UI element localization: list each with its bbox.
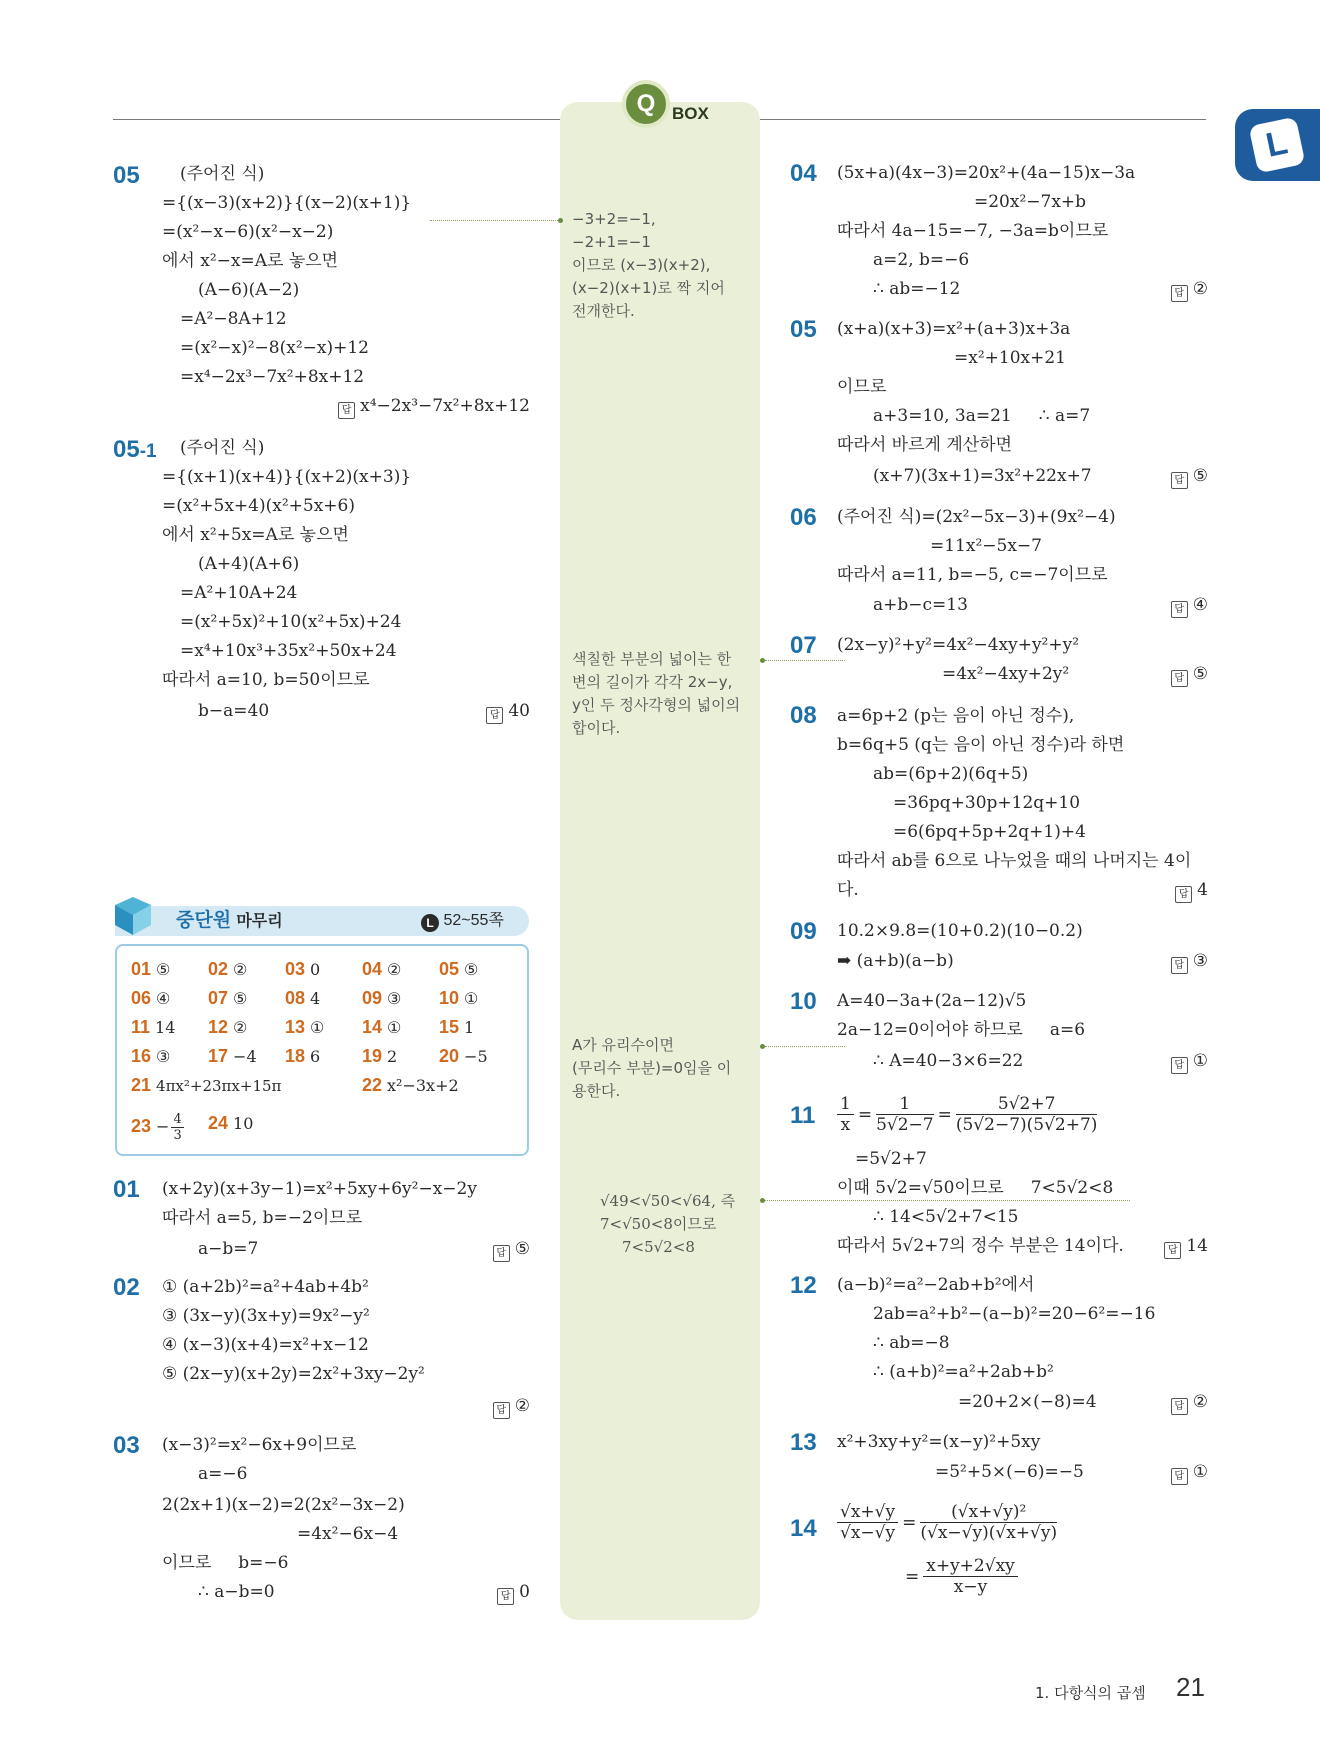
solution-line: 따라서 a=11, b=−5, c=−7이므로 xyxy=(837,565,1108,585)
solution-line: 에서 x²−x=A로 놓으면 xyxy=(162,251,339,271)
answer: 답 0 xyxy=(497,1581,530,1605)
solution-line: =20+2×(−8)=4 xyxy=(958,1392,1097,1412)
solution-line: =6(6pq+5p+2q+1)+4 xyxy=(893,822,1086,842)
answer: 답 4 xyxy=(1175,879,1208,903)
solution-line: a=6p+2 (p는 음이 아닌 정수), xyxy=(837,706,1075,726)
solution-line: =x⁴−2x³−7x²+8x+12 xyxy=(180,367,365,387)
fraction-row: $\frac{√x+√y}{√x-√y}$ = $\frac{\text{(√x+√y)²}}{(√x-√y)(√x+√y)}$ xyxy=(837,1502,1057,1543)
problem-number: 09 xyxy=(790,918,817,945)
problem-number: 08 xyxy=(790,702,817,729)
solution-line: ➡ (a+b)(a−b) xyxy=(837,951,954,971)
problem-number: 12 xyxy=(790,1272,817,1299)
grid-item: 06 ④ xyxy=(131,988,171,1008)
solution-line: =11x²−5x−7 xyxy=(930,536,1042,556)
answer: 답 ⑤ xyxy=(493,1238,530,1262)
answer: 답 ① xyxy=(1171,1461,1208,1485)
solution-line: 따라서 바르게 계산하면 xyxy=(837,435,1013,455)
answer: 답 40 xyxy=(486,700,530,724)
solution-line: ∴ ab=−8 xyxy=(873,1333,950,1353)
solution-line: 따라서 a=10, b=50이므로 xyxy=(162,670,370,690)
connector-line xyxy=(765,1046,845,1047)
section-logo-icon xyxy=(113,895,159,937)
problem-number: 05-1 xyxy=(113,436,157,463)
grid-item: 13 ① xyxy=(285,1017,325,1037)
solution-line: ∴ (a+b)²=a²+2ab+b² xyxy=(873,1362,1054,1382)
grid-item: 11 14 xyxy=(131,1017,176,1037)
answer: 답 ① xyxy=(1171,1050,1208,1074)
qbox-note: A가 유리수이면 (무리수 부분)=0임을 이 용한다. xyxy=(572,1036,732,1100)
answer-icon: 답 xyxy=(493,1245,510,1262)
grid-item: 19 2 xyxy=(362,1046,398,1066)
solution-line: ∴ ab=−12 xyxy=(873,279,961,299)
grid-item: 24 10 xyxy=(208,1113,254,1133)
answer-icon: 답 xyxy=(1171,1398,1188,1415)
solution-line: =36pq+30p+12q+10 xyxy=(893,793,1081,813)
grid-item: 01 ⑤ xyxy=(131,959,171,979)
grid-item: 07 ⑤ xyxy=(208,988,248,1008)
solution-line: 2ab=a²+b²−(a−b)²=20−6²=−16 xyxy=(873,1304,1156,1324)
grid-item: 08 4 xyxy=(285,988,321,1008)
fraction-row: = $\frac{x+y+2√xy}{x-y}$ xyxy=(905,1556,1018,1597)
grid-item: 04 ② xyxy=(362,959,402,979)
answer: 답 ⑤ xyxy=(1171,465,1208,489)
answer-icon: 답 xyxy=(497,1588,514,1605)
solution-line: ④ (x−3)(x+4)=x²+x−12 xyxy=(162,1335,369,1355)
answer: 답 ② xyxy=(1171,1391,1208,1415)
solution-line: (주어진 식) xyxy=(180,438,265,458)
answer-icon: 답 xyxy=(1171,1057,1188,1074)
grid-item: 15 1 xyxy=(439,1017,475,1037)
grid-item: 05 ⑤ xyxy=(439,959,479,979)
answer: 답 ③ xyxy=(1171,950,1208,974)
section-title: 중단원 마무리 xyxy=(176,910,283,931)
solution-line: b−a=40 xyxy=(198,701,270,721)
problem-number: 11 xyxy=(790,1102,816,1129)
grid-item: 20 −5 xyxy=(439,1046,488,1066)
solution-line: ∴ a−b=0 xyxy=(198,1582,275,1602)
grid-item: 12 ② xyxy=(208,1017,248,1037)
answer: 답 ⑤ xyxy=(1171,663,1208,687)
solution-line: 에서 x²+5x=A로 놓으면 xyxy=(162,525,349,545)
solution-line: 2a−12=0이어야 하므로 a=6 xyxy=(837,1020,1086,1040)
solution-line: ① (a+2b)²=a²+4ab+4b² xyxy=(162,1277,369,1297)
qbox-note: −3+2=−1, −2+1=−1 이므로 (x−3)(x+2), (x−2)(x+1)로 짝 지어 전개한다. xyxy=(572,210,725,320)
solution-line: 이때 5√2=√50이므로 7<5√2<8 xyxy=(837,1178,1114,1198)
solution-line: 따라서 4a−15=−7, −3a=b이므로 xyxy=(837,221,1109,241)
solution-line: 다. xyxy=(837,880,859,900)
solution-line: (2x−y)²+y²=4x²−4xy+y²+y² xyxy=(837,635,1080,655)
problem-number: 10 xyxy=(790,988,817,1015)
solution-line: =4x²−6x−4 xyxy=(297,1524,399,1544)
solution-line: =5²+5×(−6)=−5 xyxy=(935,1462,1084,1482)
problem-number: 14 xyxy=(790,1515,817,1542)
qbox-label: BOX xyxy=(672,104,709,123)
solution-line: =x²+10x+21 xyxy=(954,348,1066,368)
grid-item: 16 ③ xyxy=(131,1046,171,1066)
grid-item: 14 ① xyxy=(362,1017,402,1037)
solution-line: =5√2+7 xyxy=(855,1149,927,1169)
connector-line xyxy=(765,1200,1130,1201)
fraction-row: $\frac{1}{x}$ = $\frac{1}{5√2-7}$ = $\frac{5√2+7}{(5√2-7)(5√2+7)}$ xyxy=(837,1094,1097,1135)
pages-icon: L xyxy=(421,914,439,932)
solution-line: ⑤ (2x−y)(x+2y)=2x²+3xy−2y² xyxy=(162,1364,425,1384)
solution-line: =(x²−x)²−8(x²−x)+12 xyxy=(180,338,369,358)
solution-line: =(x²+5x+4)(x²+5x+6) xyxy=(162,496,355,516)
connector-line xyxy=(430,220,558,221)
answer: 답 ② xyxy=(1171,278,1208,302)
solution-line: =20x²−7x+b xyxy=(974,192,1087,212)
problem-number: 03 xyxy=(113,1432,140,1459)
solution-line: ={(x−3)(x+2)}{(x−2)(x+1)} xyxy=(162,193,412,213)
answer: 답 ② xyxy=(493,1395,530,1419)
solution-line: 따라서 5√2+7의 정수 부분은 14이다. xyxy=(837,1236,1124,1256)
connector-dot xyxy=(558,218,563,223)
solution-line: 이므로 xyxy=(837,377,887,397)
header-rule-left xyxy=(113,119,560,120)
answer-icon: 답 xyxy=(1171,601,1188,618)
qbox-note: √49<√50<√64, 즉 7<√50<8이므로 7<5√2<8 xyxy=(600,1192,736,1256)
qbox-column xyxy=(560,102,760,1620)
grid-item: 23 − $\frac{4}{3}$ xyxy=(131,1112,182,1143)
problem-number: 13 xyxy=(790,1429,817,1456)
solution-line: 2(2x+1)(x−2)=2(2x²−3x−2) xyxy=(162,1495,405,1515)
answer-icon: 답 xyxy=(486,707,503,724)
answer-icon: 답 xyxy=(1175,886,1192,903)
solution-line: (A−6)(A−2) xyxy=(198,280,300,300)
connector-line xyxy=(765,660,845,661)
solution-line: b=6q+5 (q는 음이 아닌 정수)라 하면 xyxy=(837,735,1125,755)
solution-line: (주어진 식) xyxy=(180,164,265,184)
solution-line: (x+2y)(x+3y−1)=x²+5xy+6y²−x−2y xyxy=(162,1179,477,1199)
page-number: 21 xyxy=(1176,1672,1205,1702)
solution-line: =A²+10A+24 xyxy=(180,583,298,603)
solution-line: A=40−3a+(2a−12)√5 xyxy=(837,991,1027,1011)
solution-line: 이므로 b=−6 xyxy=(162,1553,289,1573)
header-rule-right xyxy=(760,119,1206,120)
answer-icon: 답 xyxy=(1171,285,1188,302)
solution-line: =x⁴+10x³+35x²+50x+24 xyxy=(180,641,397,661)
grid-item: 03 0 xyxy=(285,959,321,979)
solution-line: (a−b)²=a²−2ab+b²에서 xyxy=(837,1275,1035,1295)
solution-line: (주어진 식)=(2x²−5x−3)+(9x²−4) xyxy=(837,507,1116,527)
answer-icon: 답 xyxy=(1171,670,1188,687)
solution-line: (A+4)(A+6) xyxy=(198,554,300,574)
solution-line: ∴ A=40−3×6=22 xyxy=(873,1051,1024,1071)
answer-icon: 답 xyxy=(1164,1242,1181,1259)
qbox-badge: Q xyxy=(622,80,670,128)
solution-line: ③ (3x−y)(3x+y)=9x²−y² xyxy=(162,1306,370,1326)
problem-number: 05 xyxy=(113,162,140,189)
solution-line: a=−6 xyxy=(198,1464,248,1484)
answer: 답 ④ xyxy=(1171,594,1208,618)
solution-line: a=2, b=−6 xyxy=(873,250,970,270)
grid-item: 21 4πx²+23πx+15π xyxy=(131,1075,282,1095)
problem-number: 07 xyxy=(790,632,817,659)
answer-icon: 답 xyxy=(1171,1468,1188,1485)
answer-icon: 답 xyxy=(338,402,355,419)
solution-line: (x−3)²=x²−6x+9이므로 xyxy=(162,1435,357,1455)
answer-icon: 답 xyxy=(1171,957,1188,974)
solution-line: (x+7)(3x+1)=3x²+22x+7 xyxy=(873,466,1092,486)
problem-number: 01 xyxy=(113,1176,140,1203)
solution-line: x²+3xy+y²=(x−y)²+5xy xyxy=(837,1432,1041,1452)
solution-line: =(x²+5x)²+10(x²+5x)+24 xyxy=(180,612,402,632)
problem-number: 05 xyxy=(790,316,817,343)
side-tab-icon: L xyxy=(1249,117,1306,174)
grid-item: 09 ③ xyxy=(362,988,402,1008)
qbox-note: 색칠한 부분의 넓이는 한 변의 길이가 각각 2x−y, y인 두 정사각형의 넓이의 합이다. xyxy=(572,650,741,737)
solution-line: 따라서 ab를 6으로 나누었을 때의 나머지는 4이 xyxy=(837,851,1192,871)
section-pages: L 52~55쪽 xyxy=(421,911,504,932)
solution-line: ∴ 14<5√2+7<15 xyxy=(873,1207,1019,1227)
solution-line: ab=(6p+2)(6q+5) xyxy=(873,764,1029,784)
grid-item: 22 x²−3x+2 xyxy=(362,1075,459,1095)
grid-item: 18 6 xyxy=(285,1046,321,1066)
solution-line: =(x²−x−6)(x²−x−2) xyxy=(162,222,334,242)
solution-line: =4x²−4xy+2y² xyxy=(942,664,1070,684)
solution-line: (5x+a)(4x−3)=20x²+(4a−15)x−3a xyxy=(837,163,1136,183)
problem-number: 06 xyxy=(790,504,817,531)
answer: 답 x⁴−2x³−7x²+8x+12 xyxy=(338,395,530,419)
footer-chapter: 1. 다항식의 곱셈 xyxy=(1035,1684,1146,1702)
side-tab xyxy=(1235,109,1320,181)
solution-line: 10.2×9.8=(10+0.2)(10−0.2) xyxy=(837,921,1083,941)
grid-item: 17 −4 xyxy=(208,1046,257,1066)
problem-number: 04 xyxy=(790,160,817,187)
solution-line: 따라서 a=5, b=−2이므로 xyxy=(162,1208,363,1228)
solution-line: a+3=10, 3a=21 ∴ a=7 xyxy=(873,406,1091,426)
solution-line: (x+a)(x+3)=x²+(a+3)x+3a xyxy=(837,319,1071,339)
grid-item: 02 ② xyxy=(208,959,248,979)
solution-line: a−b=7 xyxy=(198,1239,259,1259)
answer-icon: 답 xyxy=(493,1402,510,1419)
answer: 답 14 xyxy=(1164,1235,1208,1259)
solution-line: =A²−8A+12 xyxy=(180,309,287,329)
answer-icon: 답 xyxy=(1171,472,1188,489)
solution-line: ={(x+1)(x+4)}{(x+2)(x+3)} xyxy=(162,467,412,487)
problem-number: 02 xyxy=(113,1274,140,1301)
grid-item: 10 ① xyxy=(439,988,479,1008)
solution-line: a+b−c=13 xyxy=(873,595,968,615)
